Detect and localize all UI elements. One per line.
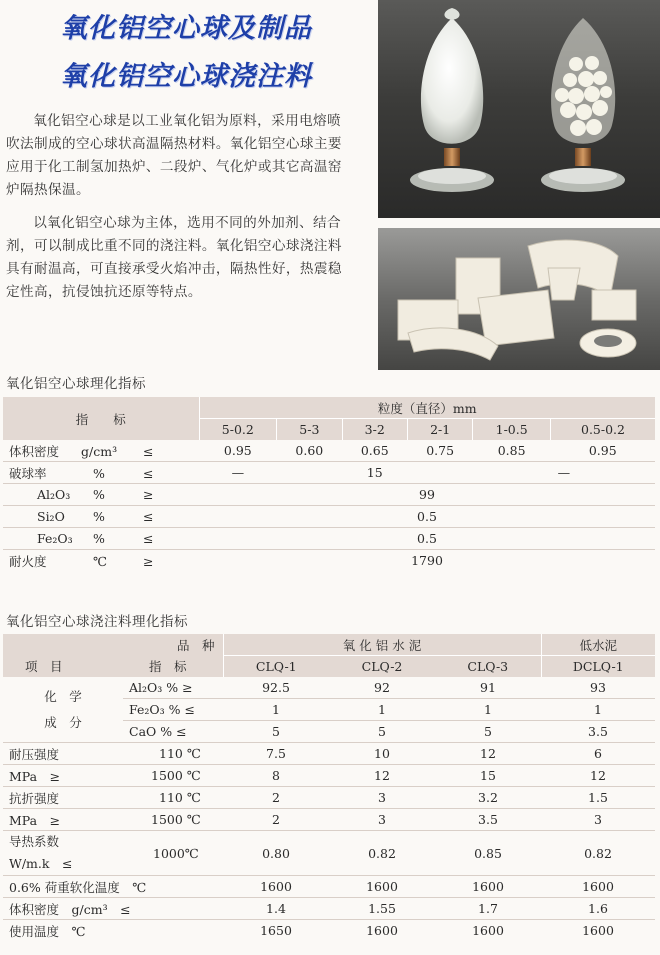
intro-paragraph-2: 以氧化铝空心球为主体，选用不同的外加剂、结合剂，可以制成比重不同的浇注料。氧化铝空心球浇注料具有耐温高，可直接承受火焰冲击，隔热性好，热震稳定性高，抗侵蚀抗还原等特点。 bbox=[6, 215, 342, 300]
cell: 0.80 bbox=[223, 831, 329, 876]
table2-header-low-cement: 低水泥 bbox=[541, 634, 655, 656]
row-index: 1500 ℃ bbox=[123, 809, 223, 831]
chem-composition-label bbox=[3, 677, 123, 743]
title-line-1: 氧化铝空心球及制品 bbox=[60, 13, 312, 44]
cell: 1 bbox=[541, 699, 655, 721]
cell: 3 bbox=[541, 809, 655, 831]
row-item: 耐压强度 bbox=[3, 743, 123, 765]
cell: 3 bbox=[329, 809, 435, 831]
row-sym: ≥ bbox=[143, 553, 154, 569]
cell: 0.85 bbox=[435, 831, 541, 876]
bricks-illustration bbox=[378, 228, 660, 370]
table-row bbox=[3, 876, 655, 898]
cell: 3.2 bbox=[435, 787, 541, 809]
cell: 0.5 bbox=[199, 506, 655, 528]
table-row bbox=[3, 440, 655, 462]
table-row bbox=[3, 550, 655, 572]
row-sym: ≤ bbox=[143, 531, 154, 546]
table-row bbox=[3, 809, 655, 831]
row-index: Fe₂O₃ % ≤ bbox=[123, 699, 223, 721]
row-item: 0.6% 荷重软化温度 ℃ bbox=[3, 876, 223, 898]
size-col: 2-1 bbox=[407, 419, 472, 441]
table2-header-row-2 bbox=[3, 656, 655, 678]
row-item: 抗折强度 bbox=[3, 787, 123, 809]
cell: 1.4 bbox=[223, 898, 329, 920]
intro-paragraph-1: 氧化铝空心球是以工业氧化铝为原料，采用电熔喷吹法制成的空心球状高温隔热材料。氧化铝空心球主要应用于化工制氢加热炉、二段炉、气化炉或其它高温窑炉隔热保温。 bbox=[6, 113, 342, 198]
row-index: 1000℃ bbox=[123, 831, 223, 876]
row-unit: % bbox=[93, 531, 105, 546]
size-col: 5-0.2 bbox=[199, 419, 277, 441]
cell: 15 bbox=[435, 765, 541, 787]
cell: 1650 bbox=[260, 923, 292, 938]
table2-header-variety: 品 种 bbox=[3, 634, 223, 656]
row-sym: ≤ bbox=[143, 443, 154, 459]
size-col: 1-0.5 bbox=[473, 419, 551, 441]
cell: 2 bbox=[223, 809, 329, 831]
cell: 0.95 bbox=[550, 440, 655, 462]
cell: 93 bbox=[541, 677, 655, 699]
cell: 5 bbox=[435, 721, 541, 743]
title-line-2: 氧化铝空心球浇注料 bbox=[60, 61, 312, 92]
cell: 0.75 bbox=[407, 440, 472, 462]
row-item: MPa ≥ bbox=[3, 765, 123, 787]
row-index: Al₂O₃ % ≥ bbox=[123, 677, 223, 699]
cell: 1.55 bbox=[329, 898, 435, 920]
table-row bbox=[3, 787, 655, 809]
row-item-line-2: W/m.k ≤ bbox=[9, 856, 73, 871]
code-col: CLQ-2 bbox=[361, 659, 403, 674]
row-index: 1500 ℃ bbox=[123, 765, 223, 787]
row-index: 110 ℃ bbox=[123, 743, 223, 765]
row-item: 使用温度 ℃ bbox=[9, 923, 86, 939]
cell: 0.60 bbox=[277, 440, 342, 462]
size-col: 0.5-0.2 bbox=[581, 422, 625, 437]
row-label: Si₂O bbox=[37, 509, 65, 524]
cell: 0.82 bbox=[329, 831, 435, 876]
table-row bbox=[3, 743, 655, 765]
cell: 7.5 bbox=[223, 743, 329, 765]
table2-header-cement: 氧 化 铝 水 泥 bbox=[223, 634, 541, 656]
row-sym: ≥ bbox=[143, 487, 154, 502]
size-col: 3-2 bbox=[342, 419, 407, 441]
cell: 12 bbox=[435, 743, 541, 765]
cell: 0.5 bbox=[199, 528, 655, 550]
row-label: 耐火度 bbox=[9, 553, 47, 569]
table2-header-item: 项 目 bbox=[25, 659, 63, 675]
table-row bbox=[3, 484, 655, 506]
table1-header-row bbox=[3, 397, 655, 419]
row-label: 体积密度 bbox=[9, 443, 60, 459]
row-index: CaO % ≤ bbox=[123, 721, 223, 743]
code-col: DCLQ-1 bbox=[572, 659, 624, 674]
row-unit: % bbox=[93, 465, 105, 481]
chem-label-2: 成 分 bbox=[44, 714, 82, 730]
cell: 1600 bbox=[223, 876, 329, 898]
row-unit: % bbox=[93, 487, 105, 502]
table-row bbox=[3, 528, 655, 550]
hollow-sphere-spec-table bbox=[3, 397, 655, 571]
cell: 0.65 bbox=[342, 440, 407, 462]
cell: 1790 bbox=[411, 553, 443, 568]
cell: 1600 bbox=[582, 923, 614, 938]
cell: 10 bbox=[329, 743, 435, 765]
cell: 12 bbox=[329, 765, 435, 787]
cell: 6 bbox=[541, 743, 655, 765]
table-row bbox=[3, 920, 655, 942]
cell: 1600 bbox=[435, 876, 541, 898]
cell: 1.7 bbox=[435, 898, 541, 920]
table1-title: 氧化铝空心球理化指标 bbox=[6, 376, 146, 392]
cell: — bbox=[199, 462, 277, 484]
row-unit: ℃ bbox=[93, 553, 107, 569]
table-row bbox=[3, 765, 655, 787]
row-item-line-1: 导热系数 bbox=[9, 834, 60, 849]
cell: 1600 bbox=[366, 923, 398, 938]
hollow-sphere-goblets-photo bbox=[378, 0, 660, 218]
row-item: MPa ≥ bbox=[3, 809, 123, 831]
cell: 92.5 bbox=[223, 677, 329, 699]
row-item bbox=[3, 831, 123, 876]
table-row bbox=[3, 898, 655, 920]
hollow-sphere-bricks-photo bbox=[378, 228, 660, 370]
cell: 15 bbox=[277, 462, 473, 484]
cell: 5 bbox=[223, 721, 329, 743]
code-col: CLQ-1 bbox=[255, 659, 297, 674]
cell: 1600 bbox=[541, 876, 655, 898]
row-label: Al₂O₃ bbox=[37, 487, 71, 502]
table-row bbox=[3, 506, 655, 528]
row-label: 破球率 bbox=[9, 465, 47, 481]
table-row bbox=[3, 831, 655, 876]
cell: 1 bbox=[329, 699, 435, 721]
cell: 91 bbox=[435, 677, 541, 699]
cell: 3.5 bbox=[541, 721, 655, 743]
cell: 0.85 bbox=[473, 440, 551, 462]
cell: 5 bbox=[329, 721, 435, 743]
table-row bbox=[3, 677, 655, 699]
table2-title: 氧化铝空心球浇注料理化指标 bbox=[6, 614, 188, 630]
cell: 1600 bbox=[329, 876, 435, 898]
table1-header-index: 指 标 bbox=[3, 397, 199, 440]
castable-spec-table bbox=[3, 634, 655, 941]
cell: 3 bbox=[329, 787, 435, 809]
cell: 8 bbox=[223, 765, 329, 787]
cell: 1.5 bbox=[541, 787, 655, 809]
row-unit: % bbox=[93, 509, 105, 524]
cell: 0.95 bbox=[199, 440, 277, 462]
cell: 12 bbox=[541, 765, 655, 787]
table2-header-index: 指 标 bbox=[123, 656, 223, 678]
goblets-illustration bbox=[378, 0, 660, 218]
row-sym: ≤ bbox=[143, 465, 154, 481]
cell: 1600 bbox=[472, 923, 504, 938]
cell: 92 bbox=[329, 677, 435, 699]
chem-label-1: 化 学 bbox=[44, 688, 82, 704]
row-unit: g/cm³ bbox=[81, 443, 118, 459]
cell: 2 bbox=[223, 787, 329, 809]
code-col: CLQ-3 bbox=[435, 656, 541, 678]
table2-header-row-1 bbox=[3, 634, 655, 656]
cell: 1 bbox=[223, 699, 329, 721]
cell: 1.6 bbox=[541, 898, 655, 920]
cell: 0.82 bbox=[541, 831, 655, 876]
table1-header-size: 粒度（直径）mm bbox=[199, 397, 655, 419]
row-index: 110 ℃ bbox=[123, 787, 223, 809]
table-row bbox=[3, 462, 655, 484]
cell: 3.5 bbox=[435, 809, 541, 831]
row-label: Fe₂O₃ bbox=[37, 531, 73, 546]
cell: — bbox=[473, 462, 655, 484]
row-sym: ≤ bbox=[143, 509, 154, 524]
size-col: 5-3 bbox=[277, 419, 342, 441]
row-item: 体积密度 g/cm³ ≤ bbox=[3, 898, 223, 920]
cell: 99 bbox=[199, 484, 655, 506]
cell: 1 bbox=[435, 699, 541, 721]
